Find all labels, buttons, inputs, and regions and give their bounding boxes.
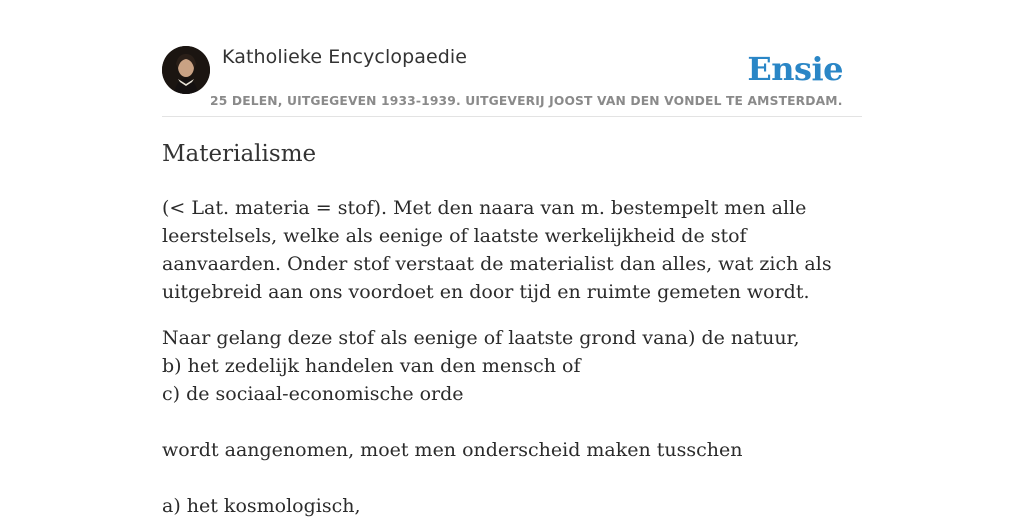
article-line: Naar gelang deze stof als eenige of laatste grond vana) de natuur, [162,327,800,349]
article-line: c) de sociaal-economische orde [162,383,464,405]
article-paragraph: (< Lat. materia = stof). Met den naara van m. bestempelt men alle leerstelsels, welke als eenige of laatste werkelijkheid de stof aanvaarden. Onder stof verstaat de materialist dan alles, wat zich als uitgebreid aan ons voordoet en door tijd en ruimte gemeten wordt. [162,197,832,303]
article [162,136,862,520]
site-title[interactable]: Katholieke Encyclopaedie [222,46,468,68]
line-spacer [162,408,862,436]
brand-logo-link[interactable]: Ensie [747,50,843,88]
line-spacer [162,464,862,492]
site-header [162,44,862,117]
article-list [162,324,862,520]
site-subtitle: 25 DELEN, UITGEGEVEN 1933-1939. UITGEVERIJ JOOST VAN DEN VONDEL TE AMSTERDAM. [210,94,843,108]
portrait-icon [162,46,210,94]
article-line: b) het zedelijk handelen van den mensch of [162,355,581,377]
article-line: wordt aangenomen, moet men onderscheid maken tusschen [162,439,743,461]
page-title: Materialisme [162,141,317,167]
article-line: a) het kosmologisch, [162,495,361,517]
avatar[interactable] [162,46,210,94]
